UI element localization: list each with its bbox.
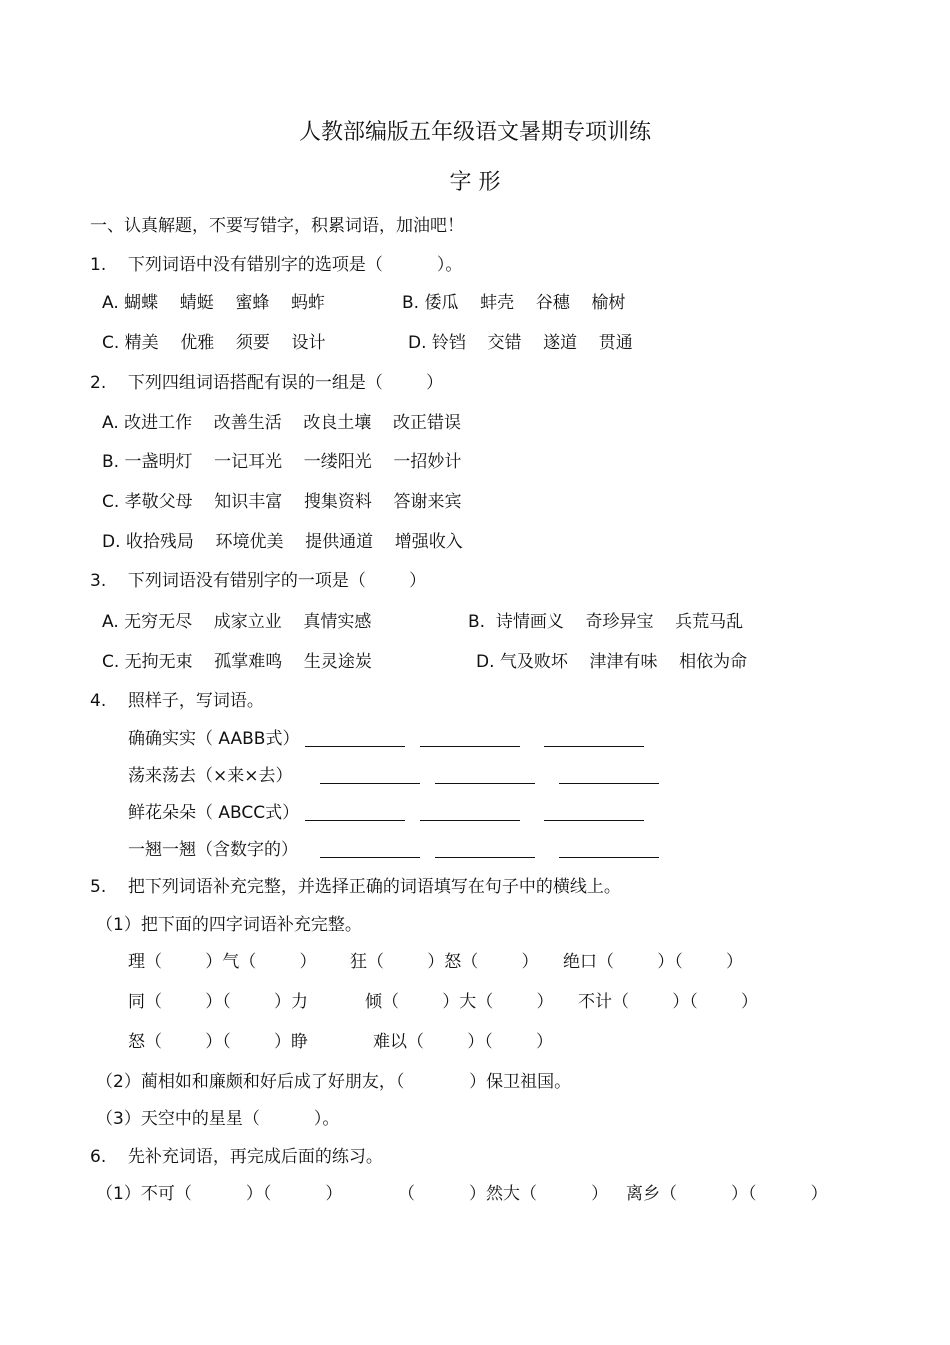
q5-row3-idiom1: 怒（ ）（ ）睁 — [128, 1032, 308, 1052]
q4-row1-blank2[interactable] — [420, 746, 520, 747]
q1-option-c: C. 精美 优雅 须要 设计 — [102, 333, 326, 353]
q3-option-b: B. 诗情画义 奇珍异宝 兵荒马乱 — [468, 612, 744, 632]
q5-row1-idiom1: 理（ ）气（ ） — [128, 952, 317, 972]
q4-row3-blank1[interactable] — [305, 820, 405, 821]
q4-row2-label: 荡来荡去（×来×去） — [128, 766, 293, 786]
q4-row1-blank3[interactable] — [544, 746, 644, 747]
page-subtitle: 字 形 — [449, 170, 501, 195]
q3-option-a: A. 无穷无尽 成家立业 真情实感 — [102, 612, 372, 632]
q2-option-c: C. 孝敬父母 知识丰富 搜集资料 答谢来宾 — [102, 492, 462, 512]
q2-option-b: B. 一盏明灯 一记耳光 一缕阳光 一招妙计 — [102, 452, 462, 472]
q5-stem: 5. 把下列词语补充完整，并选择正确的词语填写在句子中的横线上。 — [90, 877, 621, 897]
q2-option-a: A. 改进工作 改善生活 改良土壤 改正错误 — [102, 413, 461, 433]
q2-option-d: D. 收拾残局 环境优美 提供通道 增强收入 — [102, 532, 463, 552]
q4-row2-blank3[interactable] — [559, 783, 659, 784]
q4-row2-blank2[interactable] — [435, 783, 535, 784]
q4-row4-blank3[interactable] — [559, 857, 659, 858]
q3-stem: 3. 下列词语没有错别字的一项是（ ） — [90, 571, 427, 591]
q4-row2-blank1[interactable] — [320, 783, 420, 784]
q4-row4-blank1[interactable] — [320, 857, 420, 858]
q4-stem: 4. 照样子，写词语。 — [90, 691, 264, 711]
page-title: 人教部编版五年级语文暑期专项训练 — [298, 120, 651, 145]
q5-row2-idiom3: 不计（ ）（ ） — [578, 992, 758, 1012]
q5-row2-idiom1: 同（ ）（ ）力 — [128, 992, 308, 1012]
q6-part1-idiom1: （1）不可（ ）（ ） — [96, 1184, 343, 1204]
q1-option-d: D. 铃铛 交错 遂道 贯通 — [408, 333, 633, 353]
q5-part2: （2）蔺相如和廉颇和好后成了好朋友，（ ）保卫祖国。 — [96, 1072, 572, 1092]
q5-part3: （3）天空中的星星（ ）。 — [96, 1109, 340, 1129]
q1-option-a: A. 蝴蝶 蜻蜓 蜜蜂 蚂蚱 — [102, 293, 325, 313]
section-heading: 一、认真解题，不要写错字，积累词语，加油吧！ — [90, 216, 464, 236]
q1-stem: 1. 下列词语中没有错别字的选项是（ ）。 — [90, 255, 463, 275]
q2-stem: 2. 下列四组词语搭配有误的一组是（ ） — [90, 373, 444, 393]
q6-part1-idiom3: 离乡（ ）（ ） — [626, 1184, 828, 1204]
q4-row3-blank3[interactable] — [544, 820, 644, 821]
q4-row3-label: 鲜花朵朵（ ABCC式） — [128, 803, 300, 823]
q6-part1-idiom2: （ ）然大（ ） — [398, 1184, 609, 1204]
q5-row1-idiom3: 绝口（ ）（ ） — [563, 952, 743, 972]
q6-stem: 6. 先补充词语，再完成后面的练习。 — [90, 1147, 383, 1167]
q5-part1: （1）把下面的四字词语补充完整。 — [96, 915, 362, 935]
q5-row2-idiom2: 倾（ ）大（ ） — [365, 992, 554, 1012]
q4-row4-label: 一翘一翘（含数字的） — [128, 840, 298, 860]
q3-option-c: C. 无拘无束 孤掌难鸣 生灵途炭 — [102, 652, 372, 672]
q5-row3-idiom2: 难以（ ）（ ） — [373, 1032, 553, 1052]
q4-row3-blank2[interactable] — [420, 820, 520, 821]
q3-option-d: D. 气及败坏 津津有味 相依为命 — [476, 652, 748, 672]
q4-row1-label: 确确实实（ AABB式） — [128, 729, 300, 749]
q4-row4-blank2[interactable] — [435, 857, 535, 858]
q1-option-b: B. 倭瓜 蚌壳 谷穗 榆树 — [402, 293, 626, 313]
q5-row1-idiom2: 狂（ ）怒（ ） — [350, 952, 539, 972]
q4-row1-blank1[interactable] — [305, 746, 405, 747]
